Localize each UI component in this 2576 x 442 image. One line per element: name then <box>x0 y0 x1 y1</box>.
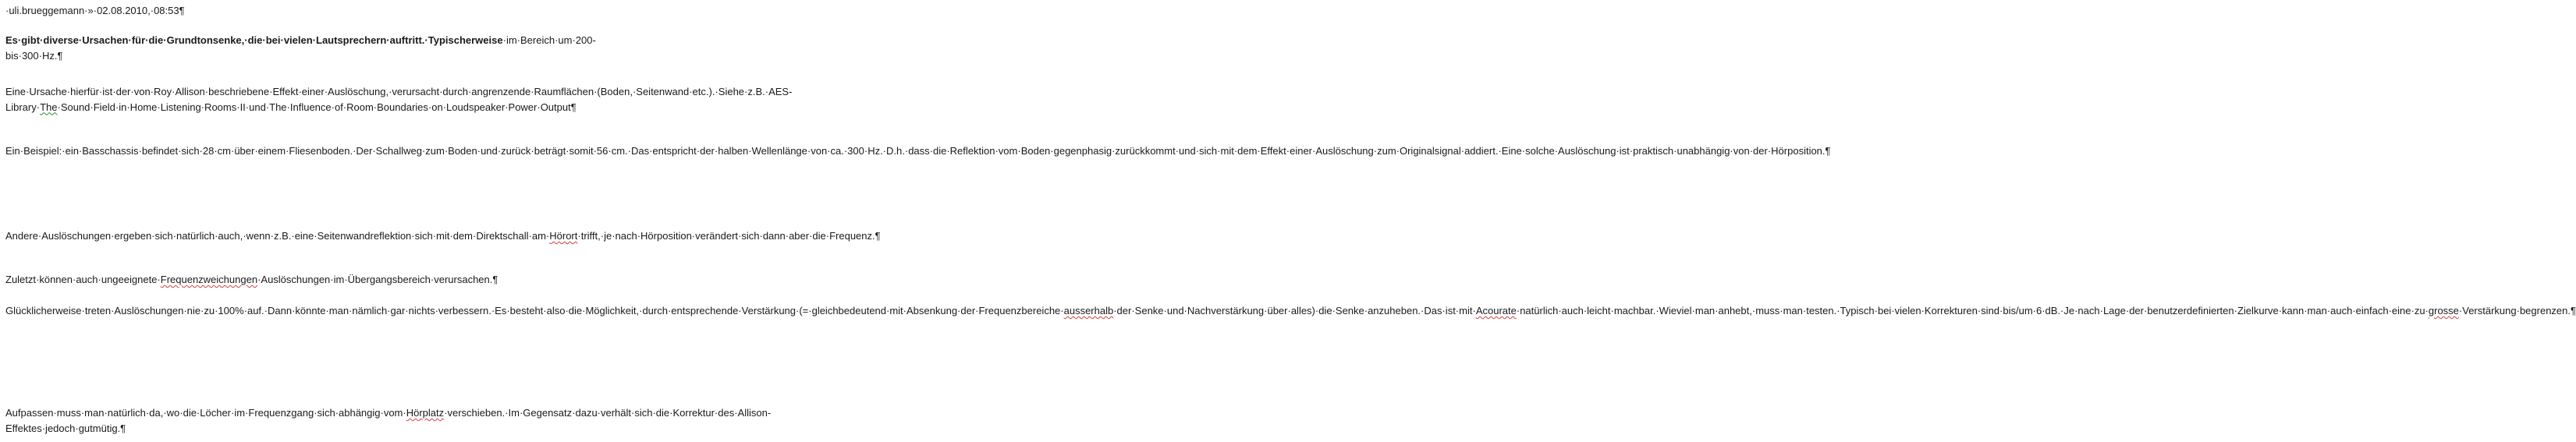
spell-flagged-word: Acourate <box>1475 305 1517 316</box>
spell-flagged-word: Frequenzweichungen <box>160 274 258 285</box>
grammar-flagged-word: The <box>40 101 58 113</box>
paragraph-intro: Es·gibt·diverse·Ursachen·für·die·Grundtonsenke,·die·bei·vielen·Lautsprechern·auftritt.·Typischerweise·im·Bereich·um·200-bis·300·Hz.¶ <box>5 34 596 62</box>
paragraph-allison: Eine·Ursache·hierfür·ist·der·von·Roy·Allison·beschriebene·Effekt·einer·Auslöschung,·verursacht·durch·angrenzende·Raumflächen·(Boden,·Seitenwand·etc.).·Siehe·z.B.·AES-Library·The·Sound·Field·in·Home·Listening·Rooms·II·und·The·Influence·of·Room·Boundaries·on·Loudspeaker·Power·Output¶ <box>5 86 793 113</box>
paragraph-example: Ein·Beispiel:·ein·Basschassis·befindet·sich·28·cm·über·einem·Fliesenboden.·Der·Schallweg·zum·Boden·und·zurück·beträgt·somit·56·cm.·Das·entspricht·der·halben·Wellenlänge·von·ca.·300·Hz.·D.h.·dass·die·Reflektion·vom·Boden·gegenphasig·zurückkommt·und·sich·mit·dem·Effekt·einer·Auslöschung·zum·Originalsignal·addiert.·Eine·solche·Auslöschung·ist·praktisch·unabhängig·von·der·Hörposition.¶ <box>5 145 1831 157</box>
paragraph-other-cancellations: Andere·Auslöschungen·ergeben·sich·natürlich·auch,·wenn·z.B.·eine·Seitenwandreflektion·sich·mit·dem·Direktschall·am·Hörort·trifft,·je·nach·Hörposition·verändert·sich·dann·aber·die·Frequenz.¶ <box>5 230 881 242</box>
spell-flagged-word: Hörplatz <box>406 407 445 419</box>
paragraph-caution: Aufpassen·muss·man·natürlich·da,·wo·die·Löcher·im·Frequenzgang·sich·abhängig·vom·Hörplatz·verschieben.·Im·Gegensatz·dazu·verhält·sich·die·Korrektur·des·Allison-Effektes·jedoch·gutmütig.¶ <box>5 407 772 434</box>
paragraph-crossovers: Zuletzt·können·auch·ungeeignete·Frequenzweichungen·Auslöschungen·im·Übergangsbereich·verursachen.¶ <box>5 274 499 285</box>
intro-bold: Es·gibt·diverse·Ursachen·für·die·Grundtonsenke,·die·bei·vielen·Lautsprechern·auftritt.·Typischerweise <box>5 34 503 46</box>
spell-flagged-word: grosse <box>2428 305 2459 316</box>
spell-flagged-word: ausserhalb <box>1063 305 1114 316</box>
author-line: ·uli.brueggemann·»·02.08.2010,·08:53¶ <box>5 5 185 16</box>
paragraph-correction: Glücklicherweise·treten·Auslöschungen·nie·zu·100%·auf.·Dann·könnte·man·nämlich·gar·nichts·verbessern.·Es·besteht·also·die·Möglichkeit,·durch·entsprechende·Verstärkung·(=·gleichbedeutend·mit·Absenkung·der·Frequenzbereiche·ausserhalb·der·Senke·und·Nachverstärkung·über·alles)·die·Senke·anzuheben.·Das·ist·mit·Acourate·natürlich·auch·leicht·machbar.·Wieviel·man·anhebt,·muss·man·testen.·Typisch·bei·vielen·Korrekturen·sind·bis/um·6·dB.·Je·nach·Lage·der·benutzerdefinierten·Zielkurve·kann·man·auch·einfach·eine·zu·grosse·Verstärkung·begrenzen.¶ <box>5 305 2576 316</box>
spell-flagged-word: Hörort <box>549 230 578 242</box>
